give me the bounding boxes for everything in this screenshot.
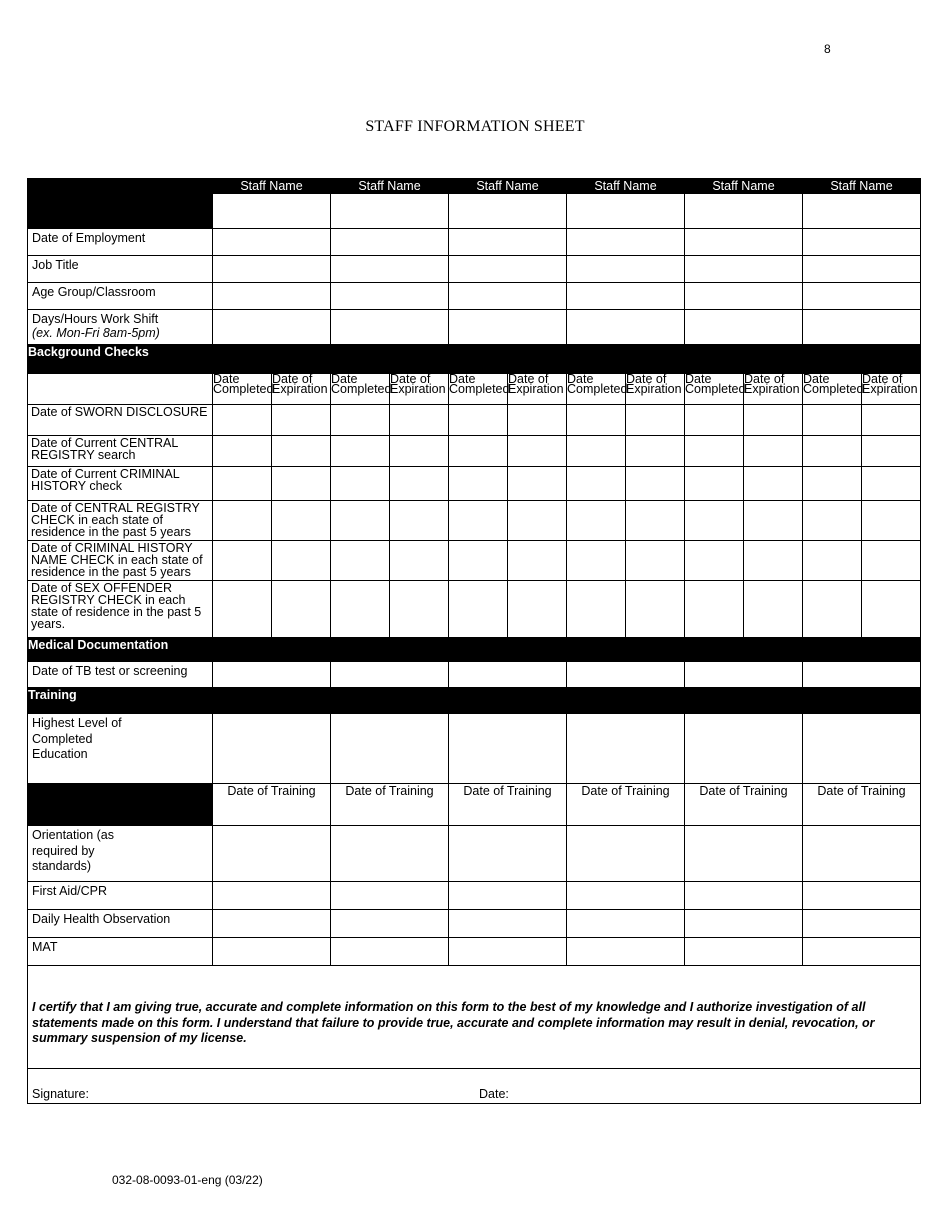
- entry-cell[interactable]: [213, 882, 331, 910]
- date-entry-cell[interactable]: [744, 405, 803, 436]
- date-entry-cell[interactable]: [390, 467, 449, 501]
- date-entry-cell[interactable]: [449, 467, 508, 501]
- staff-name-field[interactable]: [449, 194, 567, 229]
- staff-name-header: Staff Name: [803, 179, 921, 194]
- date-completed-header: [449, 374, 508, 405]
- date-entry-cell[interactable]: [862, 581, 921, 638]
- row-label: [28, 229, 213, 256]
- training-label-text: First Aid/CPR: [32, 884, 108, 898]
- sub-line: Completed: [331, 382, 392, 396]
- date-entry-cell[interactable]: [331, 581, 390, 638]
- date-of-training-header: Date of Training: [685, 784, 803, 826]
- training-label: [28, 826, 213, 882]
- date-entry-cell[interactable]: [272, 501, 331, 541]
- staff-name-header: Staff Name: [685, 179, 803, 194]
- date-expiration-header: [272, 374, 331, 405]
- entry-cell[interactable]: [567, 310, 685, 345]
- date-entry-cell[interactable]: [626, 405, 685, 436]
- date-entry-cell[interactable]: [390, 405, 449, 436]
- sub-line: Completed: [685, 382, 746, 396]
- entry-cell[interactable]: [685, 229, 803, 256]
- date-entry-cell[interactable]: [744, 436, 803, 467]
- sub-line: Completed: [803, 382, 864, 396]
- sub-line: Completed: [213, 382, 274, 396]
- entry-cell[interactable]: [331, 714, 449, 784]
- date-entry-cell[interactable]: [685, 405, 744, 436]
- entry-cell[interactable]: [685, 256, 803, 283]
- entry-cell[interactable]: [803, 229, 921, 256]
- date-expiration-header: [862, 374, 921, 405]
- date-entry-cell[interactable]: [744, 581, 803, 638]
- entry-cell[interactable]: [449, 826, 567, 882]
- date-completed-header: [331, 374, 390, 405]
- training-label: [28, 938, 213, 966]
- entry-cell[interactable]: [331, 662, 449, 688]
- entry-cell[interactable]: [685, 910, 803, 938]
- date-entry-cell[interactable]: [685, 467, 744, 501]
- date-entry-cell[interactable]: [626, 541, 685, 581]
- date-entry-cell[interactable]: [449, 436, 508, 467]
- entry-cell[interactable]: [449, 662, 567, 688]
- date-of-training-header: Date of Training: [803, 784, 921, 826]
- date-entry-cell[interactable]: [803, 541, 862, 581]
- staff-information-form: [27, 178, 921, 1104]
- entry-cell[interactable]: [567, 256, 685, 283]
- background-check-label-text: Date of Current CRIMINAL HISTORY check: [31, 467, 180, 493]
- date-expiration-header: [390, 374, 449, 405]
- date-entry-cell[interactable]: [508, 405, 567, 436]
- training-label: [28, 882, 213, 910]
- background-check-label: [28, 541, 213, 581]
- date-expiration-header: [508, 374, 567, 405]
- entry-cell[interactable]: [803, 310, 921, 345]
- date-entry-cell[interactable]: [213, 581, 272, 638]
- medical-label: [28, 662, 213, 688]
- staff-name-field[interactable]: [331, 194, 449, 229]
- date-entry-cell[interactable]: [213, 541, 272, 581]
- sub-line: Expiration: [508, 382, 564, 396]
- entry-cell[interactable]: [803, 283, 921, 310]
- row-label: [28, 283, 213, 310]
- sub-line: Expiration: [626, 382, 682, 396]
- date-entry-cell[interactable]: [626, 467, 685, 501]
- date-entry-cell[interactable]: [567, 405, 626, 436]
- entry-cell[interactable]: [449, 882, 567, 910]
- date-entry-cell[interactable]: [685, 501, 744, 541]
- date-entry-cell[interactable]: [449, 405, 508, 436]
- training-label-text: Daily Health Observation: [32, 912, 171, 926]
- date-entry-cell[interactable]: [803, 581, 862, 638]
- entry-cell[interactable]: [331, 826, 449, 882]
- entry-cell[interactable]: [449, 714, 567, 784]
- row-label-text: Age Group/Classroom: [32, 285, 156, 299]
- row-label-text: Date of Employment: [32, 231, 146, 245]
- date-entry-cell[interactable]: [508, 581, 567, 638]
- date-completed-header: [685, 374, 744, 405]
- date-entry-cell[interactable]: [803, 436, 862, 467]
- section-medical-documentation: Medical Documentation: [28, 638, 921, 662]
- certification-cell: [28, 966, 921, 1069]
- date-entry-cell[interactable]: [567, 541, 626, 581]
- background-check-label: [28, 467, 213, 501]
- staff-name-field[interactable]: [685, 194, 803, 229]
- date-entry-cell[interactable]: [213, 436, 272, 467]
- sub-line: Date: [567, 372, 594, 386]
- entry-cell[interactable]: [213, 826, 331, 882]
- entry-cell[interactable]: [331, 283, 449, 310]
- entry-cell[interactable]: [567, 714, 685, 784]
- sub-line: Date: [449, 372, 476, 386]
- date-field[interactable]: [513, 1083, 813, 1103]
- entry-cell[interactable]: [449, 910, 567, 938]
- entry-cell[interactable]: [567, 229, 685, 256]
- date-entry-cell[interactable]: [508, 436, 567, 467]
- background-check-label-text: Date of Current CENTRAL REGISTRY search: [31, 436, 178, 462]
- date-completed-header: [803, 374, 862, 405]
- entry-cell[interactable]: [449, 256, 567, 283]
- training-label-text: MAT: [32, 940, 58, 954]
- date-expiration-header: [626, 374, 685, 405]
- sub-line: Date of: [272, 372, 313, 386]
- date-entry-cell[interactable]: [331, 436, 390, 467]
- entry-cell[interactable]: [331, 310, 449, 345]
- sub-line: Completed: [567, 382, 628, 396]
- date-entry-cell[interactable]: [449, 581, 508, 638]
- date-entry-cell[interactable]: [390, 581, 449, 638]
- staff-name-header: Staff Name: [449, 179, 567, 194]
- subheader-blank: [28, 374, 213, 405]
- date-entry-cell[interactable]: [449, 501, 508, 541]
- entry-cell[interactable]: [449, 229, 567, 256]
- date-expiration-header: [744, 374, 803, 405]
- date-entry-cell[interactable]: [744, 467, 803, 501]
- entry-cell[interactable]: [685, 714, 803, 784]
- row-label-text: Job Title: [32, 258, 79, 272]
- date-entry-cell[interactable]: [390, 541, 449, 581]
- date-of-training-header: Date of Training: [567, 784, 685, 826]
- staff-name-header: Staff Name: [567, 179, 685, 194]
- entry-cell[interactable]: [213, 256, 331, 283]
- date-entry-cell[interactable]: [272, 467, 331, 501]
- background-check-label: [28, 405, 213, 436]
- date-entry-cell[interactable]: [744, 501, 803, 541]
- entry-cell[interactable]: [213, 938, 331, 966]
- education-label-text: Highest Level of Completed Education: [32, 716, 122, 761]
- entry-cell[interactable]: [567, 938, 685, 966]
- date-entry-cell[interactable]: [331, 467, 390, 501]
- date-entry-cell[interactable]: [213, 405, 272, 436]
- entry-cell[interactable]: [567, 882, 685, 910]
- date-entry-cell[interactable]: [803, 467, 862, 501]
- date-entry-cell[interactable]: [862, 467, 921, 501]
- signature-field[interactable]: [90, 1083, 470, 1103]
- date-entry-cell[interactable]: [272, 436, 331, 467]
- date-entry-cell[interactable]: [626, 501, 685, 541]
- entry-cell[interactable]: [803, 256, 921, 283]
- sub-line: Date of: [862, 372, 903, 386]
- entry-cell[interactable]: [803, 882, 921, 910]
- entry-cell[interactable]: [685, 882, 803, 910]
- page-number: 8: [824, 42, 831, 56]
- sub-line: Date: [213, 372, 240, 386]
- certification-statement: I certify that I am giving true, accurate and complete information on this form to the best of my knowledge and I authorize investigation of all statements made on this form. I understand that failure to provide true, accurate and complete information may result in denial, revocation, or summary suspension of my license.: [32, 1000, 875, 1045]
- date-entry-cell[interactable]: [567, 436, 626, 467]
- entry-cell[interactable]: [213, 714, 331, 784]
- entry-cell[interactable]: [213, 283, 331, 310]
- medical-label-text: Date of TB test or screening: [32, 664, 188, 678]
- date-entry-cell[interactable]: [272, 405, 331, 436]
- entry-cell[interactable]: [331, 256, 449, 283]
- date-entry-cell[interactable]: [213, 467, 272, 501]
- section-training: Training: [28, 688, 921, 714]
- date-entry-cell[interactable]: [685, 581, 744, 638]
- entry-cell[interactable]: [449, 283, 567, 310]
- background-check-label: [28, 436, 213, 467]
- background-check-label-text: Date of SWORN DISCLOSURE: [31, 405, 208, 419]
- background-check-label: [28, 581, 213, 638]
- date-entry-cell[interactable]: [213, 501, 272, 541]
- entry-cell[interactable]: [685, 938, 803, 966]
- date-of-training-header: Date of Training: [213, 784, 331, 826]
- entry-cell[interactable]: [685, 310, 803, 345]
- page-title: STAFF INFORMATION SHEET: [365, 118, 585, 135]
- date-entry-cell[interactable]: [331, 501, 390, 541]
- sub-line: Expiration: [272, 382, 328, 396]
- date-entry-cell[interactable]: [862, 405, 921, 436]
- background-check-label-text: Date of SEX OFFENDER REGISTRY CHECK in each state of residence in the past 5 years.: [31, 581, 202, 631]
- date-entry-cell[interactable]: [567, 501, 626, 541]
- entry-cell[interactable]: [803, 910, 921, 938]
- entry-cell[interactable]: [567, 662, 685, 688]
- entry-cell[interactable]: [331, 229, 449, 256]
- entry-cell[interactable]: [685, 826, 803, 882]
- entry-cell[interactable]: [331, 910, 449, 938]
- education-label: [28, 714, 213, 784]
- entry-cell[interactable]: [213, 662, 331, 688]
- sub-line: Date: [685, 372, 712, 386]
- date-entry-cell[interactable]: [803, 405, 862, 436]
- date-entry-cell[interactable]: [390, 501, 449, 541]
- staff-name-header: Staff Name: [213, 179, 331, 194]
- background-check-label-text: Date of CENTRAL REGISTRY CHECK in each state of residence in the past 5 years: [31, 501, 200, 539]
- entry-cell[interactable]: [213, 229, 331, 256]
- sub-line: Date of: [390, 372, 431, 386]
- entry-cell[interactable]: [803, 714, 921, 784]
- date-entry-cell[interactable]: [272, 541, 331, 581]
- staff-name-field[interactable]: [567, 194, 685, 229]
- entry-cell[interactable]: [213, 910, 331, 938]
- background-check-label: [28, 501, 213, 541]
- training-label: [28, 910, 213, 938]
- date-entry-cell[interactable]: [626, 581, 685, 638]
- date-entry-cell[interactable]: [744, 541, 803, 581]
- date-entry-cell[interactable]: [331, 541, 390, 581]
- sub-line: Date of: [744, 372, 785, 386]
- signature-row: [28, 1069, 921, 1104]
- sub-line: Expiration: [744, 382, 800, 396]
- entry-cell[interactable]: [685, 283, 803, 310]
- background-check-label-text: Date of CRIMINAL HISTORY NAME CHECK in each state of residence in the past 5 years: [31, 541, 203, 579]
- header-corner: [28, 179, 213, 194]
- entry-cell[interactable]: [449, 310, 567, 345]
- sub-line: Expiration: [862, 382, 918, 396]
- sub-line: Date of: [508, 372, 549, 386]
- entry-cell[interactable]: [567, 283, 685, 310]
- date-entry-cell[interactable]: [508, 541, 567, 581]
- entry-cell[interactable]: [567, 826, 685, 882]
- entry-cell[interactable]: [449, 938, 567, 966]
- row-label: [28, 256, 213, 283]
- training-header-corner: [28, 784, 213, 826]
- date-completed-header: [567, 374, 626, 405]
- date-entry-cell[interactable]: [449, 541, 508, 581]
- section-background-checks: Background Checks: [28, 345, 921, 374]
- staff-name-field[interactable]: [803, 194, 921, 229]
- row-label-note: (ex. Mon-Fri 8am-5pm): [32, 326, 160, 340]
- signature-label: Signature:: [32, 1087, 89, 1101]
- entry-cell[interactable]: [803, 826, 921, 882]
- date-entry-cell[interactable]: [862, 541, 921, 581]
- date-entry-cell[interactable]: [567, 581, 626, 638]
- date-entry-cell[interactable]: [508, 467, 567, 501]
- date-entry-cell[interactable]: [685, 541, 744, 581]
- date-entry-cell[interactable]: [862, 501, 921, 541]
- entry-cell[interactable]: [803, 662, 921, 688]
- staff-name-field[interactable]: [213, 194, 331, 229]
- date-label: Date:: [479, 1087, 509, 1101]
- sub-line: Date: [803, 372, 830, 386]
- date-entry-cell[interactable]: [862, 436, 921, 467]
- date-entry-cell[interactable]: [508, 501, 567, 541]
- staff-name-header: Staff Name: [331, 179, 449, 194]
- entry-cell[interactable]: [331, 882, 449, 910]
- row-label: [28, 310, 213, 345]
- entry-cell[interactable]: [213, 310, 331, 345]
- date-entry-cell[interactable]: [685, 436, 744, 467]
- row-label-text: Days/Hours Work Shift: [32, 312, 159, 326]
- entry-cell[interactable]: [803, 938, 921, 966]
- sub-line: Date: [331, 372, 358, 386]
- date-entry-cell[interactable]: [803, 501, 862, 541]
- date-entry-cell[interactable]: [331, 405, 390, 436]
- date-entry-cell[interactable]: [272, 581, 331, 638]
- sub-line: Date of: [626, 372, 667, 386]
- sub-line: Expiration: [390, 382, 446, 396]
- date-of-training-header: Date of Training: [449, 784, 567, 826]
- entry-cell[interactable]: [331, 938, 449, 966]
- entry-cell[interactable]: [685, 662, 803, 688]
- sub-line: Completed: [449, 382, 510, 396]
- form-code: 032-08-0093-01-eng (03/22): [112, 1173, 263, 1187]
- date-entry-cell[interactable]: [390, 436, 449, 467]
- date-of-training-header: Date of Training: [331, 784, 449, 826]
- entry-cell[interactable]: [567, 910, 685, 938]
- training-label-text: Orientation (as required by standards): [32, 828, 114, 873]
- header-corner-fill: [28, 194, 213, 229]
- date-completed-header: [213, 374, 272, 405]
- date-entry-cell[interactable]: [626, 436, 685, 467]
- date-entry-cell[interactable]: [567, 467, 626, 501]
